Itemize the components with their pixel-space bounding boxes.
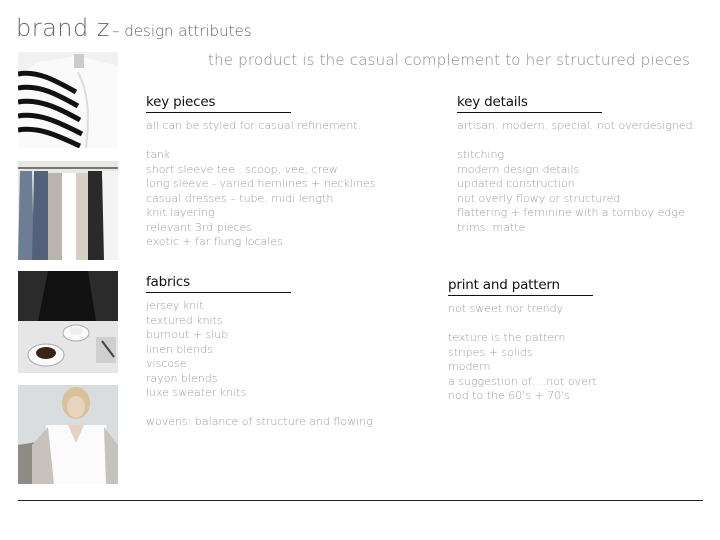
list-item xyxy=(448,317,597,332)
list-item: artisan. modern. special. not overdesigned. xyxy=(457,119,697,132)
list-item: modern xyxy=(448,360,491,373)
fabrics-heading: fabrics xyxy=(146,274,190,290)
list-item: flattering + feminine with a tomboy edge xyxy=(457,206,685,219)
print-pattern-heading: print and pattern xyxy=(448,277,560,293)
fabrics-section xyxy=(146,274,373,430)
list-item: updated construction xyxy=(457,177,575,190)
print-pattern-list xyxy=(448,302,597,404)
list-item: jersey knit xyxy=(146,299,204,312)
list-item xyxy=(457,134,696,149)
list-item: short sleeve tee : scoop, vee, crew xyxy=(146,162,338,176)
list-item: trims: matte xyxy=(457,220,526,234)
list-item: linen blends xyxy=(146,342,213,356)
clothing-rack-photo xyxy=(18,161,118,260)
tagline: the product is the casual complement to her structured pieces xyxy=(208,51,691,69)
list-item: texture is the pattern xyxy=(448,331,566,344)
coffee-table-photo xyxy=(18,271,118,373)
list-item: casual dresses – tube, midi length xyxy=(146,191,334,205)
list-item: a suggestion of….not overt xyxy=(448,374,597,388)
slide-title xyxy=(16,14,252,42)
list-item: relevant 3rd pieces xyxy=(146,220,253,234)
list-item: luxe sweater knits xyxy=(146,386,247,399)
list-item: stitching xyxy=(457,148,505,161)
list-item: wovens: balance of structure and flowing xyxy=(146,415,373,428)
key-details-heading: key details xyxy=(457,94,528,110)
key-details-list xyxy=(457,119,696,235)
list-item: burnout + slub xyxy=(146,328,229,341)
title-subtitle: – design attributes xyxy=(111,22,252,40)
list-item: knit layering xyxy=(146,206,215,219)
list-item: not sweet nor trendy xyxy=(448,302,564,315)
list-item: modern design details xyxy=(457,162,580,176)
list-item: exotic + far flung locales xyxy=(146,235,283,248)
list-item: tank xyxy=(146,148,171,161)
key-details-section xyxy=(457,94,696,235)
key-pieces-list xyxy=(146,119,375,250)
list-item: textured knits xyxy=(146,313,223,327)
footer-divider xyxy=(18,500,703,501)
striped-tee-photo xyxy=(18,52,118,148)
list-item: all can be styled for casual refinement. xyxy=(146,119,362,132)
key-pieces-section xyxy=(146,94,375,250)
list-item: long sleeve - varied hemlines + necklines xyxy=(146,177,376,190)
key-pieces-underline xyxy=(146,112,291,113)
list-item: nod to the 60's + 70's xyxy=(448,389,570,402)
key-details-underline xyxy=(457,112,602,113)
print-pattern-section xyxy=(448,277,597,404)
list-item: stripes + solids xyxy=(448,345,533,359)
print-pattern-underline xyxy=(448,295,593,296)
fabrics-underline xyxy=(146,292,291,293)
list-item: rayon blends xyxy=(146,371,218,385)
list-item xyxy=(146,401,373,416)
brand-name: brand z xyxy=(16,14,110,42)
list-item: not overly flowy or structured xyxy=(457,191,621,205)
key-pieces-heading: key pieces xyxy=(146,94,216,110)
list-item xyxy=(146,134,375,149)
fabrics-list xyxy=(146,299,373,430)
woman-white-tee-photo xyxy=(18,385,118,484)
list-item: viscose xyxy=(146,357,187,370)
